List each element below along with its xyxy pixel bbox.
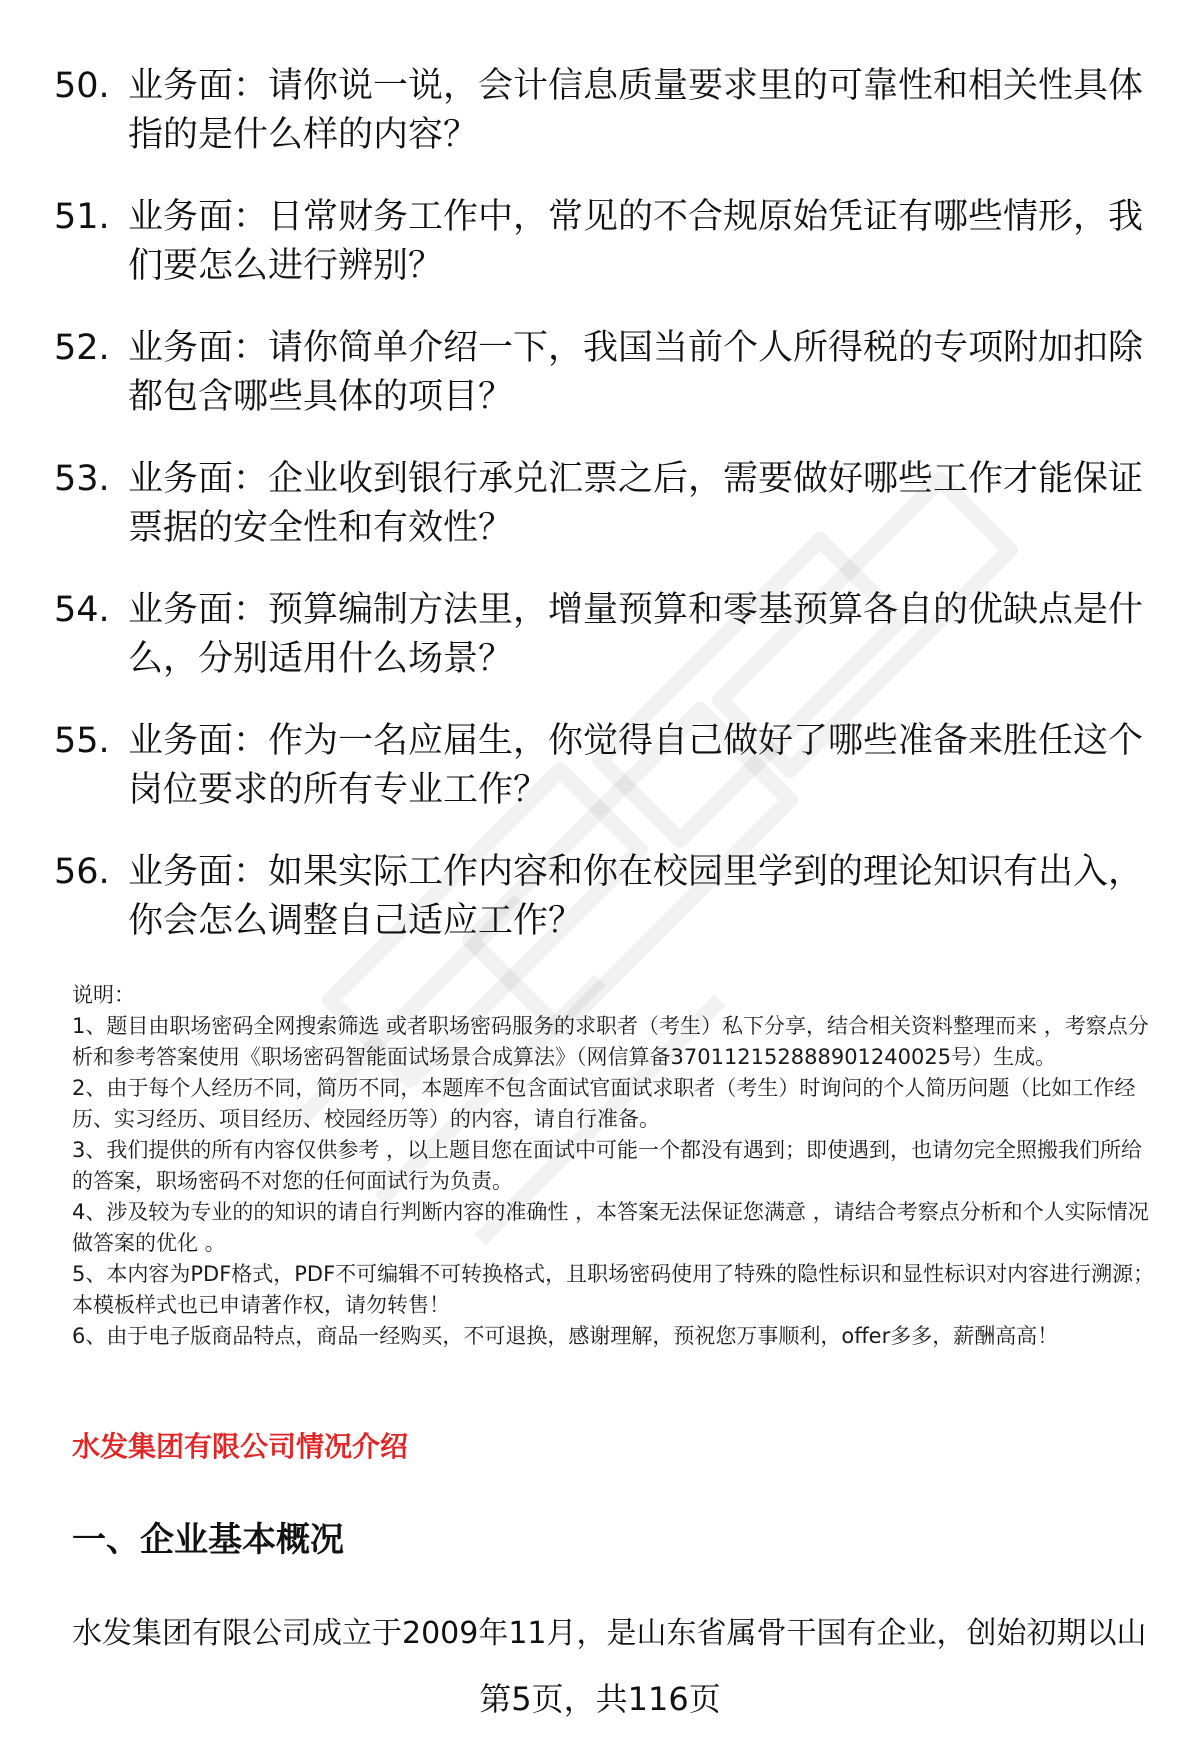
page-footer: 第5页，共116页 bbox=[479, 1680, 721, 1718]
question-number: 53. bbox=[54, 459, 110, 499]
question-item bbox=[54, 717, 1154, 815]
question-text: 业务面：预算编制方法里，增量预算和零基预算各自的优缺点是什么，分别适用什么场景？ bbox=[128, 590, 1144, 679]
note-item: 1、题目由职场密码全网搜索筛选 或者职场密码服务的求职者（考生）私下分享，结合相关资料整理而来 ，考察点分析和参考答案使用《职场密码智能面试场景合成算法》（网信算备370112152888901240025号）生成。 bbox=[72, 1014, 1149, 1069]
note-item: 6、由于电子版商品特点，商品一经购买，不可退换，感谢理解，预祝您万事顺利，offer多多，薪酬高高！ bbox=[72, 1324, 1059, 1348]
disclaimer-notes bbox=[72, 980, 1157, 1352]
question-item bbox=[54, 324, 1154, 422]
question-text: 业务面：作为一名应届生，你觉得自己做好了哪些准备来胜任这个岗位要求的所有专业工作？ bbox=[128, 721, 1144, 810]
question-text: 业务面：请你简单介绍一下，我国当前个人所得税的专项附加扣除都包含哪些具体的项目？ bbox=[128, 328, 1144, 417]
question-text: 业务面：请你说一说，会计信息质量要求里的可靠性和相关性具体指的是什么样的内容？ bbox=[128, 66, 1144, 155]
note-item: 3、我们提供的所有内容仅供参考 ，以上题目您在面试中可能一个都没有遇到；即使遇到，也请勿完全照搬我们所给的答案，职场密码不对您的任何面试行为负责。 bbox=[72, 1138, 1143, 1193]
question-number: 51. bbox=[54, 197, 110, 237]
question-list bbox=[54, 62, 1154, 979]
question-number: 56. bbox=[54, 852, 110, 892]
question-item bbox=[54, 848, 1154, 946]
note-item: 2、由于每个人经历不同，简历不同，本题库不包含面试官面试求职者（考生）时询问的个人简历问题（比如工作经历、实习经历、项目经历、校园经历等）的内容，请自行准备。 bbox=[72, 1076, 1136, 1131]
question-text: 业务面：企业收到银行承兑汇票之后，需要做好哪些工作才能保证票据的安全性和有效性？ bbox=[128, 459, 1144, 548]
question-item bbox=[54, 62, 1154, 160]
note-item: 5、本内容为PDF格式，PDF不可编辑不可转换格式，且职场密码使用了特殊的隐性标识和显性标识对内容进行溯源；本模板样式也已申请著作权，请勿转售！ bbox=[72, 1262, 1155, 1317]
question-number: 55. bbox=[54, 721, 110, 761]
question-item bbox=[54, 455, 1154, 553]
note-item: 4、涉及较为专业的的知识的请自行判断内容的准确性 ，本答案无法保证您满意 ，请结合考察点分析和个人实际情况做答案的优化 。 bbox=[72, 1200, 1149, 1255]
question-text: 业务面：如果实际工作内容和你在校园里学到的理论知识有出入，你会怎么调整自己适应工作？ bbox=[128, 852, 1144, 941]
section-heading: 一、企业基本概况 bbox=[72, 1520, 344, 1560]
question-item bbox=[54, 193, 1154, 291]
intro-paragraph: 水发集团有限公司成立于2009年11月，是山东省属骨干国有企业，创始初期以山 bbox=[72, 1616, 1147, 1651]
question-number: 52. bbox=[54, 328, 110, 368]
question-number: 50. bbox=[54, 66, 110, 106]
company-title: 水发集团有限公司情况介绍 bbox=[72, 1430, 409, 1463]
notes-heading: 说明： bbox=[72, 983, 135, 1007]
question-item bbox=[54, 586, 1154, 684]
question-text: 业务面：日常财务工作中，常见的不合规原始凭证有哪些情形，我们要怎么进行辨别？ bbox=[128, 197, 1144, 286]
question-number: 54. bbox=[54, 590, 110, 630]
